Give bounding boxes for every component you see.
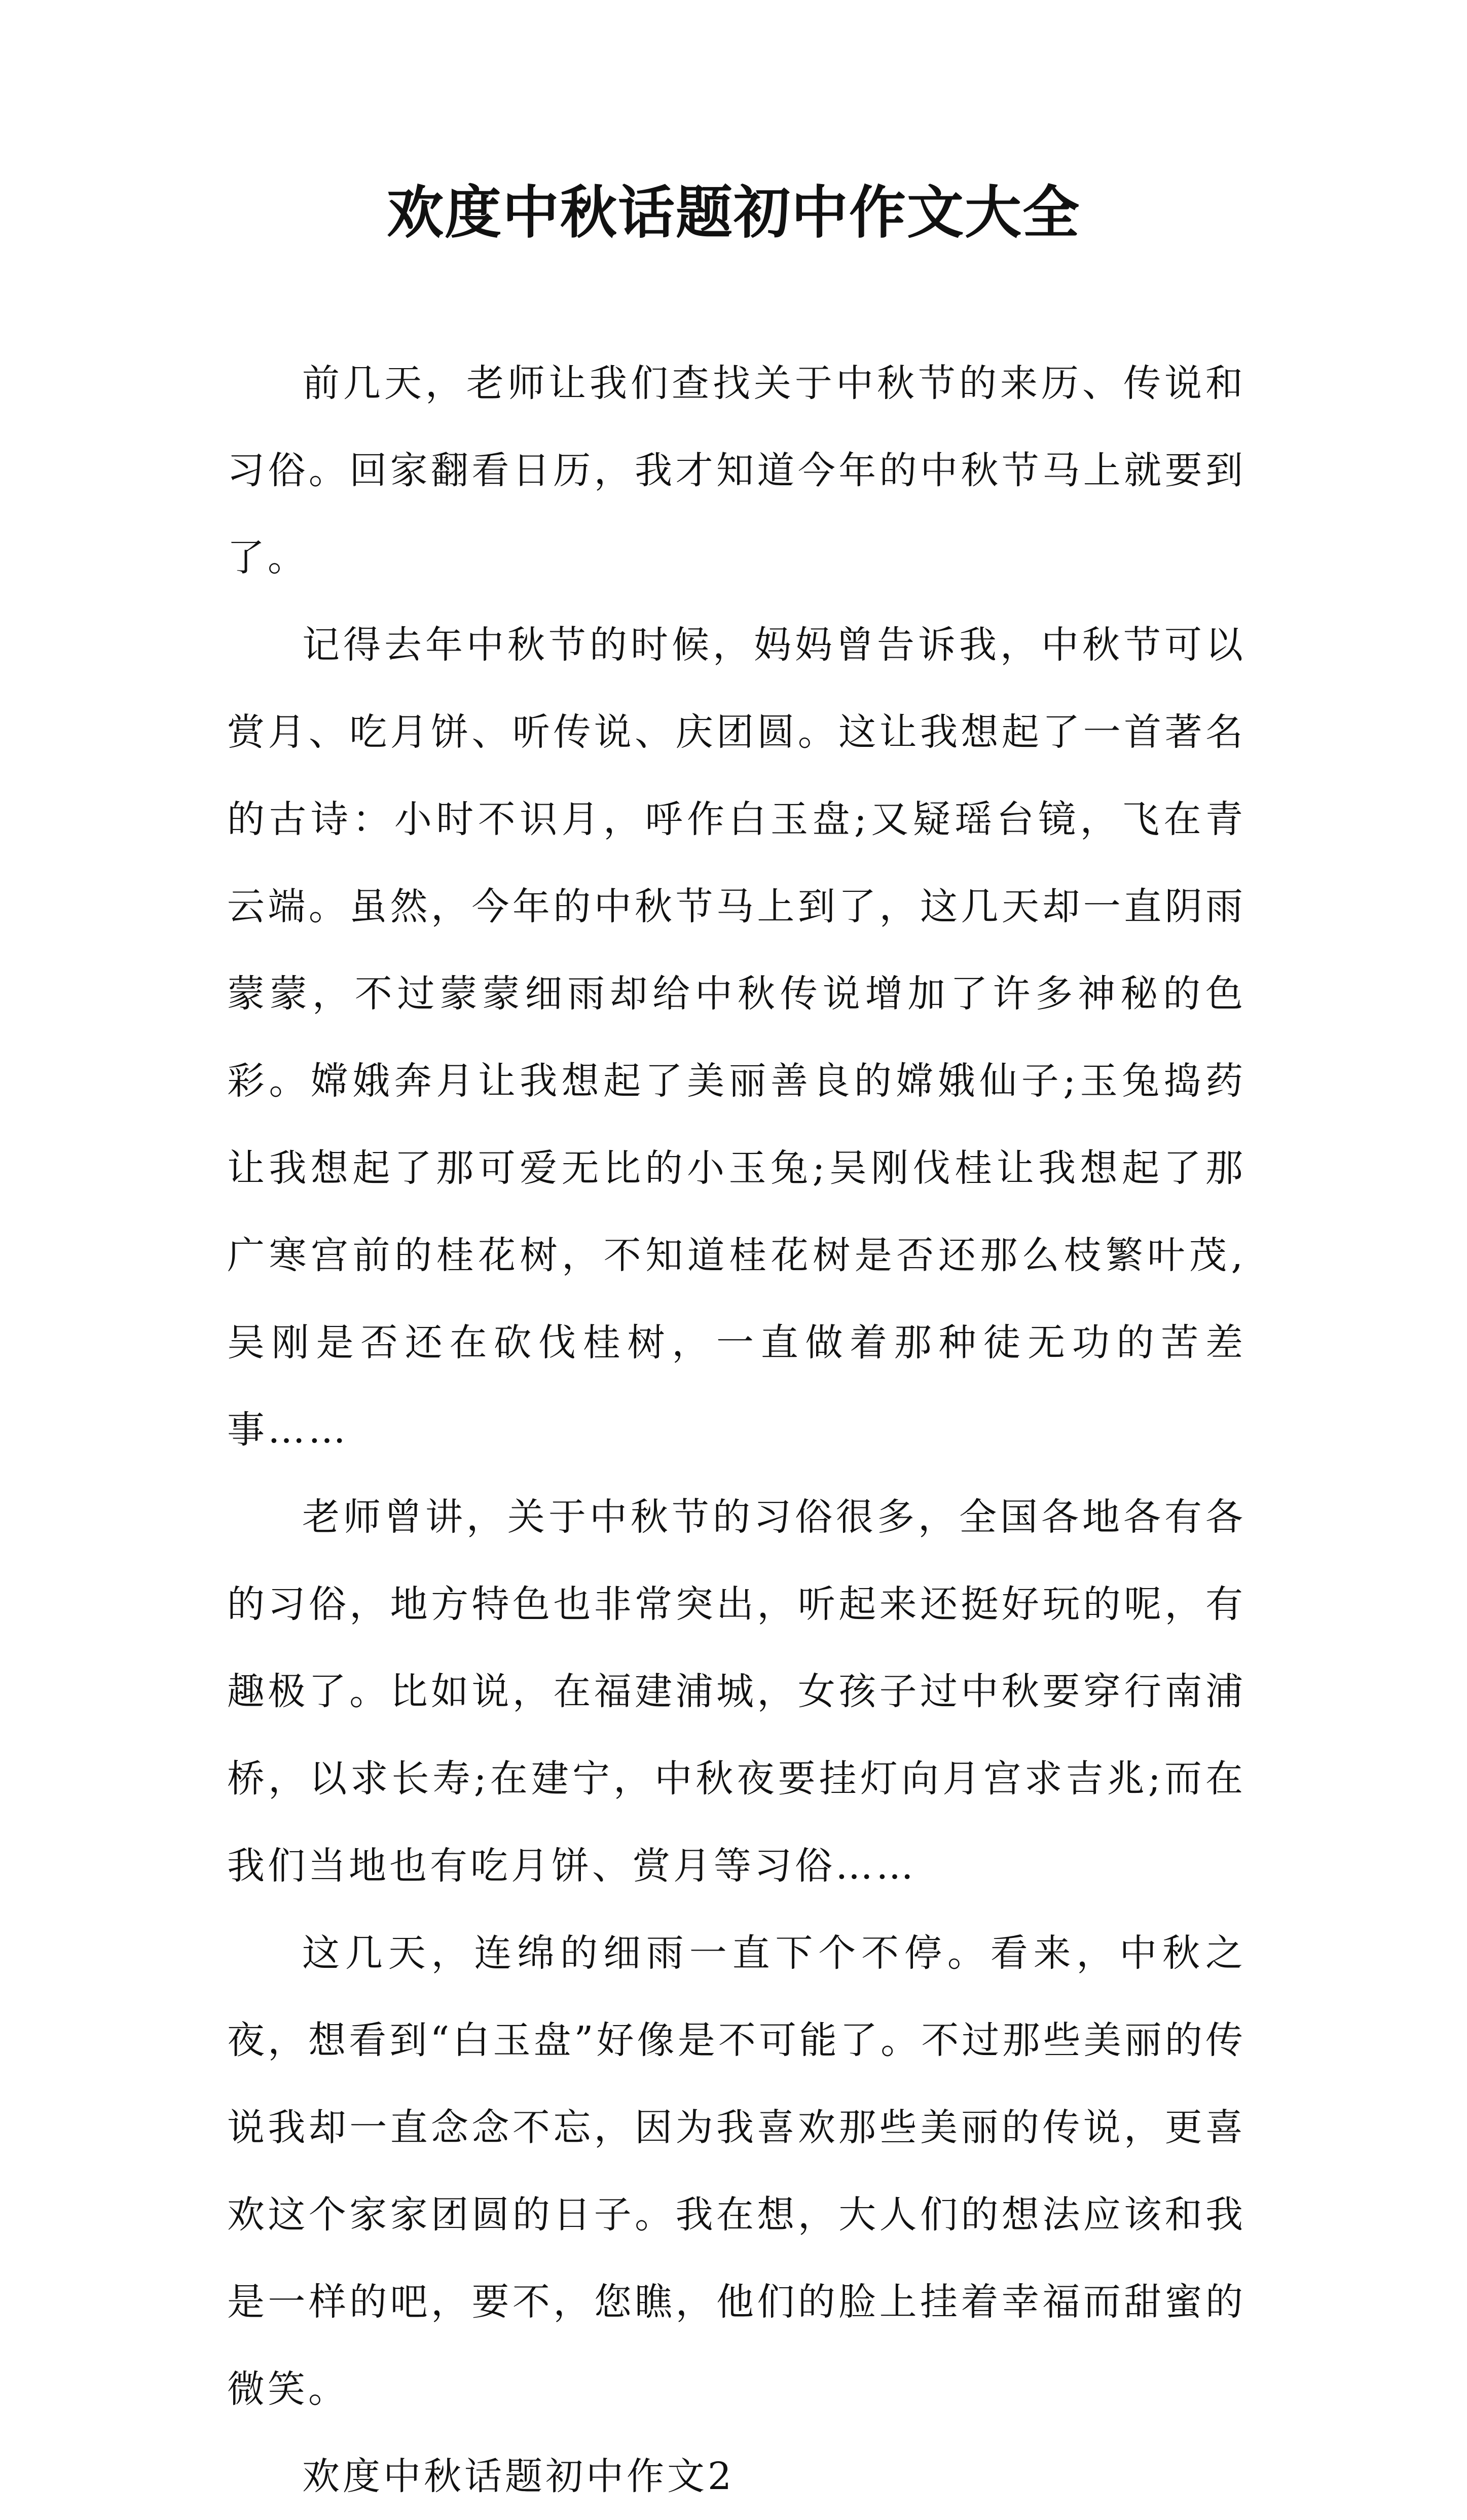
section-heading-2: 欢度中秋话题初中作文2 bbox=[302, 2455, 735, 2498]
document-title: 欢度中秋话题初中作文大全 bbox=[387, 179, 1080, 246]
paragraph-1: 前几天，老师让我们查找关于中秋节的来历、传说和习俗。回家翻看日历，我才知道今年的中秋节马上就要到了。 bbox=[227, 362, 1246, 580]
paragraph-4: 这几天，连绵的细雨一直下个不停。看来，中秋之夜，想看到“白玉盘”好像是不可能了。不过那些美丽的传说我却一直念念不忘，因为我喜欢那些美丽的传说，更喜欢这个家家团圆的日子。我在想，大人们的想法应该和我是一样的吧，要不，您瞧，他们的脸上挂着幸福而甜蜜的微笑。 bbox=[227, 1931, 1246, 2411]
document-body bbox=[227, 340, 1246, 2520]
paragraph-3: 老师曾讲，关于中秋节的习俗很多，全国各地各有各的习俗，地方特色也非常突出，听起来还挺好玩的呢，有趣极了。比如说，在福建浦城，女孩子过中秋要穿行南浦桥，以求长寿;在建宁，中秋夜要挂灯向月宫求吉兆;而在我们当地也有吃月饼、赏月等习俗…… bbox=[227, 1495, 1246, 1888]
paragraph-2: 记得去年中秋节的时候，妈妈曾告诉我，中秋节可以赏月、吃月饼、听传说、庆团圆。这让我想起了一首著名的古诗：小时不识月，呼作白玉盘;又疑瑶台镜，飞在青云端。虽然，今年的中秋节马上到了，这几天却一直阴雨蒙蒙，不过蒙蒙细雨却给中秋传说增加了许多神秘的色彩。嫦娥奔月让我想起了美丽善良的嫦娥仙子;玉兔捣药让我想起了那可爱无比的小玉兔;吴刚伐桂让我想起了那广寒宫前的桂花树，不知道桂花树是否还那么枝繁叶茂,吴刚是否还在砍伐桂树，一直做着那种徒无功的苦差事…… bbox=[227, 623, 1246, 1452]
